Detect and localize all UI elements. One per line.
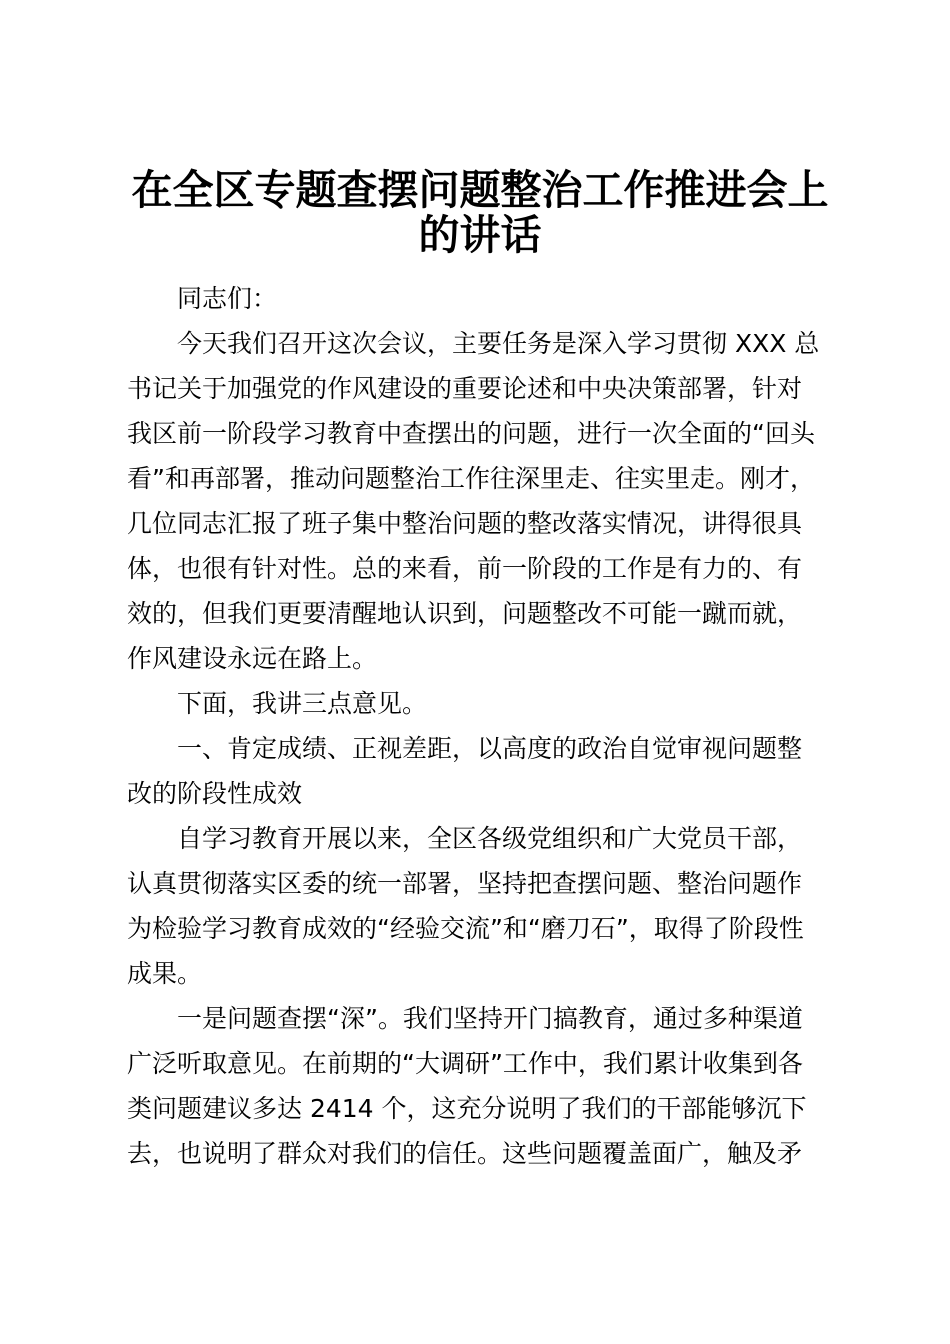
body-line: 去，也说明了群众对我们的信任。这些问题覆盖面广，触及矛 (127, 1139, 803, 1168)
body-line: 下面，我讲三点意见。 (177, 689, 428, 718)
body-line: 效的，但我们更要清醒地认识到，问题整改不可能一蹴而就， (127, 599, 803, 628)
body-line: 广泛听取意见。在前期的“大调研”工作中，我们累计收集到各 (127, 1049, 803, 1078)
body-line: 几位同志汇报了班子集中整治问题的整改落实情况，讲得很具 (127, 509, 803, 538)
body-line: 类问题建议多达 2414 个，这充分说明了我们的干部能够沉下 (127, 1094, 807, 1123)
body-line: 我区前一阶段学习教育中查摆出的问题，进行一次全面的“回头 (127, 419, 815, 448)
title-line-1: 在全区专题查摆问题整治工作推进会上 (131, 166, 829, 214)
body-line: 看”和再部署，推动问题整治工作往深里走、往实里走。刚才， (127, 464, 815, 493)
body-line: 一是问题查摆“深”。我们坚持开门搞教育，通过多种渠道 (177, 1004, 803, 1033)
body-line: 成果。 (127, 959, 203, 988)
body-line: 体，也很有针对性。总的来看，前一阶段的工作是有力的、有 (127, 554, 803, 583)
document-title (110, 162, 850, 259)
body-line: 同志们： (177, 284, 278, 313)
body-line: 作风建设永远在路上。 (127, 644, 378, 673)
body-line: 自学习教育开展以来，全区各级党组织和广大党员干部， (177, 824, 803, 853)
body-line: 一、肯定成绩、正视差距，以高度的政治自觉审视问题整 (177, 734, 803, 763)
document-body (127, 276, 827, 1176)
body-line: 认真贯彻落实区委的统一部署，坚持把查摆问题、整治问题作 (127, 869, 803, 898)
body-line: 改的阶段性成效 (127, 779, 303, 808)
body-line: 今天我们召开这次会议，主要任务是深入学习贯彻 XXX 总 (177, 329, 820, 358)
body-line: 为检验学习教育成效的“经验交流”和“磨刀石”，取得了阶段性 (127, 914, 804, 943)
body-line: 书记关于加强党的作风建设的重要论述和中央决策部署，针对 (127, 374, 803, 403)
title-line-2: 的讲话 (418, 211, 542, 259)
